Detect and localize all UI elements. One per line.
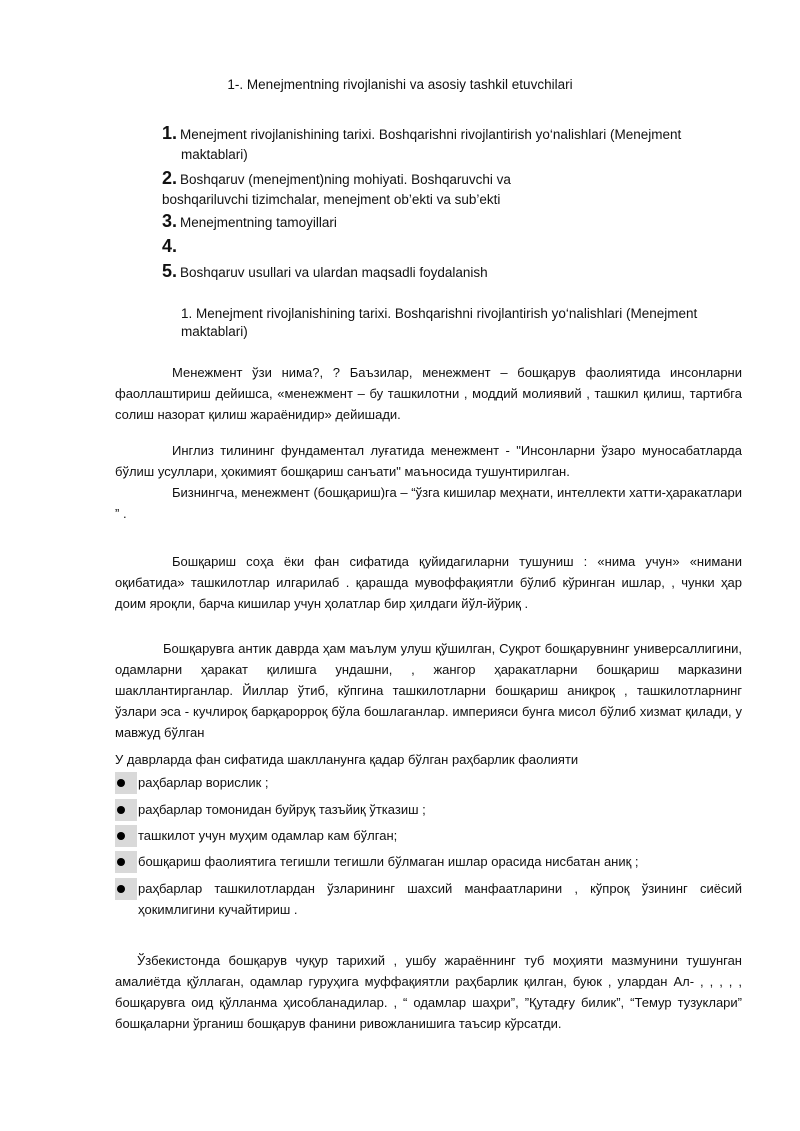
list-item — [115, 799, 742, 820]
paragraph-text: Бошқарувга антик даврда ҳам маълум улуш қўшилган, Суқрот бошқарувнинг универсаллигини, одамларни ҳаракат қилишга ундашни, , жангор ҳаракатларни бошқариш марказини шакллантирганлар. Йиллар ўтиб, кўпгина ташкилотларни бошқариш аниқроқ , ташкилотларнинг ўзлари эса - кучлироқ барқарорроқ бўла бошлаганлар. империяси бунга мисол бўлиб хизмат қилади, у мавжуд бўлган — [115, 641, 742, 740]
paragraph-2 — [115, 440, 742, 482]
toc-number: 4. — [162, 236, 178, 256]
section-subheading — [181, 305, 726, 341]
list-item-text: раҳбарлар ворислик ; — [138, 775, 269, 790]
paragraph-3 — [115, 482, 742, 524]
bullet-icon — [115, 772, 137, 794]
toc-number: 1. — [162, 123, 178, 143]
toc-text: Boshqaruv (menejment)ning mohiyati. Boshqaruvchi va — [180, 172, 511, 187]
paragraph-text: Менежмент ўзи нима?, ? Баъзилар, менежмент – бошқарув фаолиятида инсонларни фаоллаштириш дейишса, «менежмент – бу ташкилотни , моддий молиявий , ташкил қилиш, тартибга солиш назорат қилиш жараёнидир» дейишади. — [115, 365, 742, 422]
list-item — [115, 878, 742, 920]
paragraph-4 — [115, 551, 742, 614]
list-item — [115, 851, 742, 872]
bullet-icon — [115, 878, 137, 900]
toc-number: 5. — [162, 261, 178, 281]
paragraph-1 — [115, 362, 742, 425]
list-item — [115, 825, 742, 846]
bullet-icon — [115, 851, 137, 873]
list-item-text: ташкилот учун муҳим одамлар кам бўлган; — [138, 828, 398, 843]
bullet-icon — [115, 799, 137, 821]
paragraph-text: Инглиз тилининг фундаментал луғатида менежмент - "Инсонларни ўзаро муносабатларда бўлиш усуллари, ҳокимият бошқариш санъати" маъносида тушунтирилган. — [115, 443, 742, 479]
toc-item-5 — [162, 261, 722, 283]
toc-item-3 — [162, 211, 722, 233]
list-item-text: раҳбарлар ташкилотлардан ўзларининг шахсий манфаатларини , кўпроқ ўзининг сиёсий ҳокимлигини кучайтириш . — [138, 881, 742, 917]
toc-item-1 — [162, 123, 722, 165]
toc-text: Menejment rivojlanishining tarixi. Boshqarishni rivojlantirish yo‘nalishlari (Menejment — [180, 127, 682, 142]
toc-number: 3. — [162, 211, 178, 231]
toc-text-continuation: boshqariluvchi tizimchalar, menejment ob’ekti va sub’ekti — [162, 192, 501, 207]
toc-text-continuation: maktablari) — [181, 147, 248, 162]
toc-text: Menejmentning tamoyillari — [180, 215, 337, 230]
list-heading: У даврларда фан сифатида шаклланунга қадар бўлган раҳбарлик фаолияти — [115, 752, 579, 767]
paragraph-text: Бизнингча, менежмент (бошқариш)га – “ўзга кишилар меҳнати, интеллекти хатти-ҳаракатлари ” . — [115, 485, 742, 521]
list-item — [115, 772, 742, 793]
list-item-text: бошқариш фаолиятига тегишли тегишли бўлмаган ишлар орасида нисбатан аниқ ; — [138, 854, 639, 869]
document-title: 1-. Menejmentning rivojlanishi va asosiy tashkil etuvchilari — [227, 77, 573, 92]
subheading-line-1: 1. Menejment rivojlanishining tarixi. Boshqarishni rivojlantirish yo‘nalishlari (Menejment — [181, 306, 698, 321]
toc-text: Boshqaruv usullari va ulardan maqsadli foydalanish — [180, 265, 488, 280]
paragraph-text: Ўзбекистонда бошқарув чуқур тарихий , ушбу жараённинг туб моҳияти мазмунини тушунган амалиётда қўллаган, одамлар гуруҳига муффақиятли раҳбарлик қилган, буюк , улардан Ал- , , , , , бошқарувга оид қўлланма ҳисобланадилар. , “ одамлар шаҳри”, ”Қутадғу билик”, “Темур тузуклари” бошқаларни ўрганиш бошқарув фанини ривожланишига таъсир кўрсатди. — [115, 953, 742, 1031]
paragraph-6 — [115, 950, 742, 1034]
bullet-icon — [115, 825, 137, 847]
toc-number: 2. — [162, 168, 178, 188]
toc-item-2 — [162, 168, 722, 210]
paragraph-text: Бошқариш соҳа ёки фан сифатида қуйидагиларни тушуниш : «нима учун» «нимани оқибатида» ташкилотлар илгарилаб . қарашда мувоффақиятли бўлиб кўринган ишлар, , чунки ҳар доим яроқли, барча кишилар учун ҳолатлар бир ҳилдаги йўл-йўриқ . — [115, 554, 742, 611]
toc-item-4 — [162, 236, 722, 258]
list-item-text: раҳбарлар томонидан буйруқ тазъйиқ ўтказиш ; — [138, 802, 426, 817]
paragraph-5 — [115, 638, 742, 743]
subheading-line-2: maktablari) — [181, 324, 248, 339]
